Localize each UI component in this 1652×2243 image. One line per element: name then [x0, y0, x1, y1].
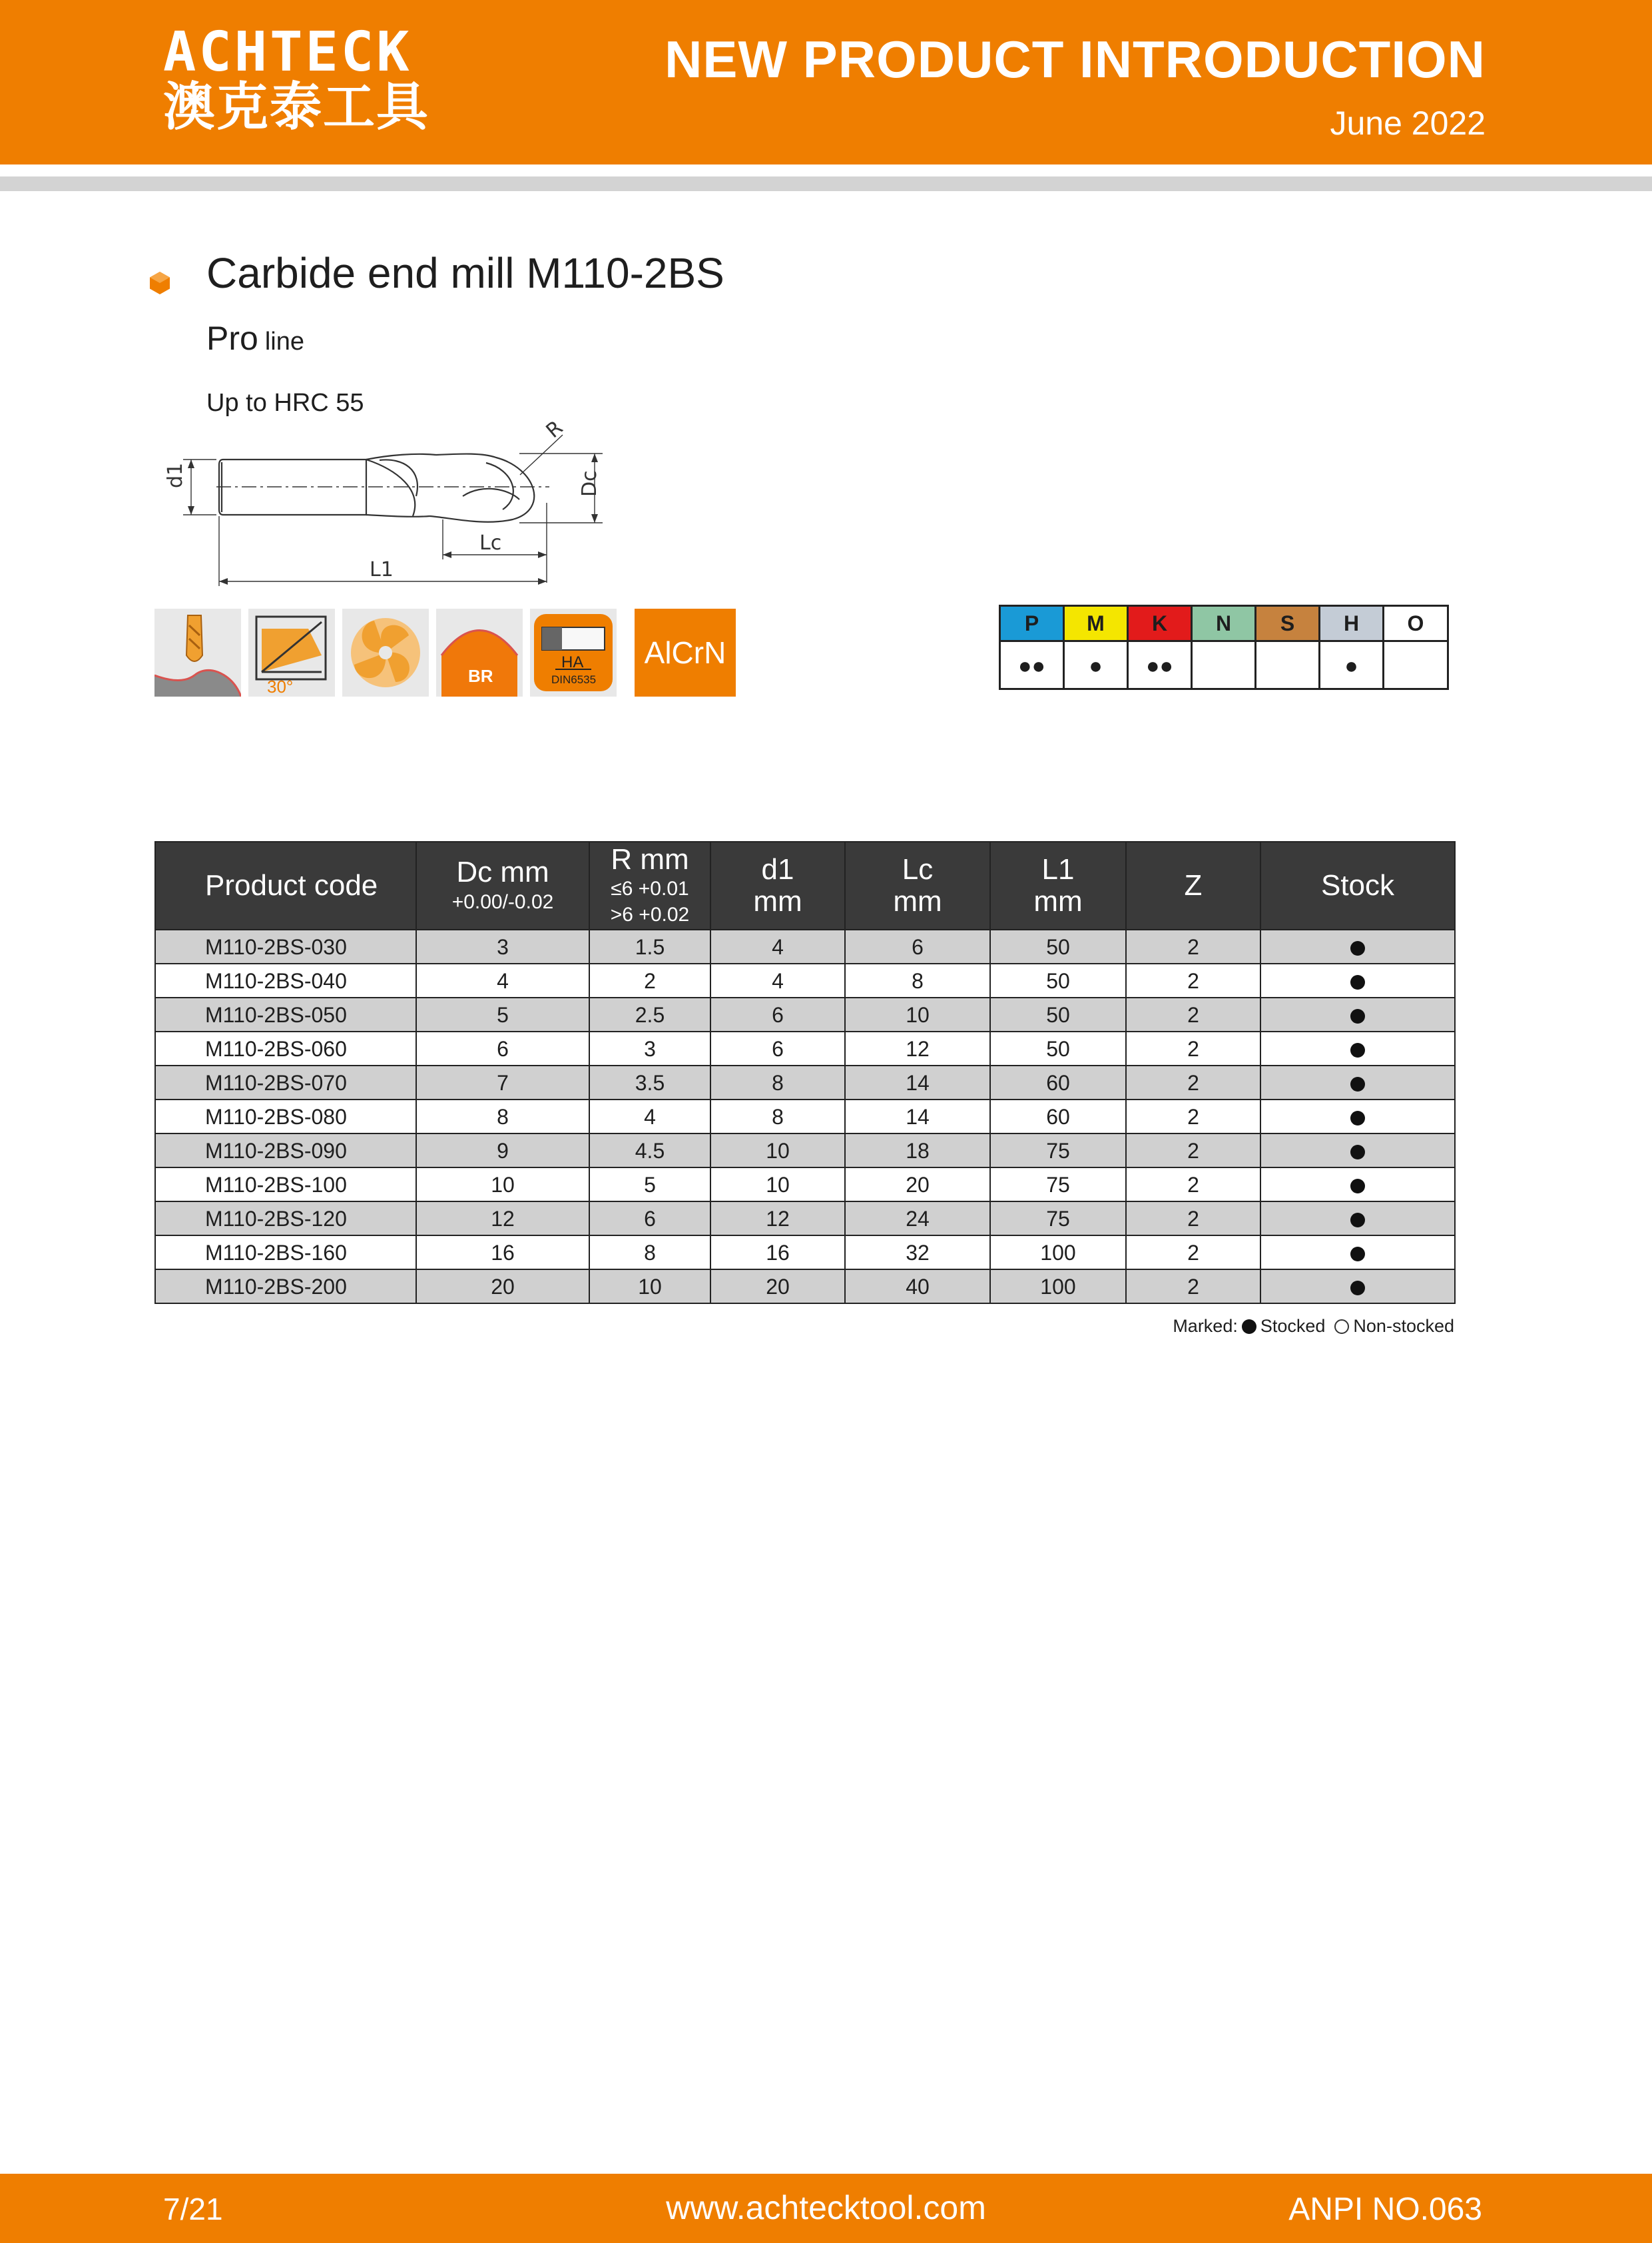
cell-lc: 14 [845, 1066, 990, 1100]
hexagon-bullet-icon [148, 271, 172, 295]
cell-z: 2 [1126, 1201, 1260, 1235]
legend-non-stocked-label: Non-stocked [1353, 1316, 1454, 1336]
cell-code: M110-2BS-040 [155, 964, 416, 998]
header-stock: Stock [1260, 842, 1455, 930]
cell-l1: 60 [990, 1066, 1126, 1100]
cell-l1: 50 [990, 964, 1126, 998]
cell-r: 1.5 [589, 930, 710, 964]
stocked-dot-icon [1242, 1319, 1256, 1334]
cell-d1: 6 [710, 998, 845, 1032]
cell-code: M110-2BS-070 [155, 1066, 416, 1100]
material-rating-o [1384, 640, 1447, 690]
ha-shank-label: HA [561, 653, 584, 671]
cell-r: 2 [589, 964, 710, 998]
cell-r: 8 [589, 1235, 710, 1269]
material-code-s: S [1256, 607, 1320, 640]
material-code-o: O [1384, 607, 1447, 640]
cell-stock [1260, 1100, 1455, 1133]
non-stocked-circle-icon [1334, 1319, 1349, 1334]
cell-d1: 10 [710, 1133, 845, 1167]
header-dc: Dc mm +0.00/-0.02 [416, 842, 589, 930]
header-l1: L1 mm [990, 842, 1126, 930]
cell-lc: 8 [845, 964, 990, 998]
legend-marked-label: Marked: [1173, 1316, 1238, 1336]
cell-stock [1260, 964, 1455, 998]
header-divider [0, 176, 1652, 191]
table-row [155, 930, 1455, 964]
material-code-m: M [1065, 607, 1129, 640]
stocked-dot-icon [1350, 941, 1365, 956]
cell-stock [1260, 930, 1455, 964]
end-mill-drawing [150, 416, 616, 596]
stocked-dot-icon [1350, 1043, 1365, 1058]
anpi-number: ANPI NO.063 [1288, 2192, 1482, 2227]
table-row [155, 1201, 1455, 1235]
table-body [155, 930, 1455, 1303]
cell-r: 2.5 [589, 998, 710, 1032]
cell-lc: 14 [845, 1100, 990, 1133]
cell-code: M110-2BS-050 [155, 998, 416, 1032]
cell-z: 2 [1126, 998, 1260, 1032]
stocked-dot-icon [1350, 975, 1365, 990]
material-code-n: N [1193, 607, 1256, 640]
cell-r: 5 [589, 1167, 710, 1201]
header-title: NEW PRODUCT INTRODUCTION [665, 30, 1486, 89]
cell-dc: 8 [416, 1100, 589, 1133]
cell-r: 4.5 [589, 1133, 710, 1167]
ha-shank-icon [530, 609, 617, 697]
website-link[interactable]: www.achtecktool.com [666, 2189, 986, 2226]
cell-l1: 75 [990, 1201, 1126, 1235]
cell-dc: 5 [416, 998, 589, 1032]
cell-d1: 12 [710, 1201, 845, 1235]
cell-r: 10 [589, 1269, 710, 1303]
table-row [155, 1235, 1455, 1269]
cell-z: 2 [1126, 1100, 1260, 1133]
cell-r: 3.5 [589, 1066, 710, 1100]
cell-code: M110-2BS-090 [155, 1133, 416, 1167]
product-line [206, 322, 304, 355]
stocked-dot-icon [1350, 1077, 1365, 1092]
table-row [155, 964, 1455, 998]
ball-radius-icon [436, 609, 523, 697]
cell-l1: 50 [990, 998, 1126, 1032]
material-code-p: P [1001, 607, 1065, 640]
cell-lc: 32 [845, 1235, 990, 1269]
cell-stock [1260, 1032, 1455, 1066]
cell-stock [1260, 1235, 1455, 1269]
material-rating-m: ● [1065, 640, 1129, 690]
table-row [155, 1167, 1455, 1201]
table-row [155, 1066, 1455, 1100]
stock-legend [1173, 1317, 1454, 1335]
flute-cross-section-icon [342, 609, 429, 697]
cell-lc: 12 [845, 1032, 990, 1066]
product-line-main: Pro [206, 320, 258, 357]
cell-z: 2 [1126, 1269, 1260, 1303]
cell-lc: 6 [845, 930, 990, 964]
cell-lc: 10 [845, 998, 990, 1032]
table-row [155, 1133, 1455, 1167]
cell-stock [1260, 1066, 1455, 1100]
header-z: Z [1126, 842, 1260, 930]
coating-badge: AlCrN [635, 609, 736, 697]
hardness-note: Up to HRC 55 [206, 389, 364, 417]
material-rating-k: ●● [1129, 640, 1193, 690]
ha-shank-standard: DIN6535 [551, 673, 597, 686]
cell-l1: 50 [990, 930, 1126, 964]
product-table [154, 841, 1456, 1304]
cell-d1: 6 [710, 1032, 845, 1066]
stocked-dot-icon [1350, 1281, 1365, 1295]
cell-code: M110-2BS-200 [155, 1269, 416, 1303]
table-header-row [155, 842, 1455, 930]
cell-dc: 4 [416, 964, 589, 998]
cell-dc: 9 [416, 1133, 589, 1167]
product-title: Carbide end mill M110-2BS [206, 249, 724, 297]
header-product-code: Product code [155, 842, 416, 930]
stocked-dot-icon [1350, 1247, 1365, 1261]
cell-dc: 6 [416, 1032, 589, 1066]
drawing-label-r: R [541, 416, 568, 443]
cell-l1: 100 [990, 1269, 1126, 1303]
cell-z: 2 [1126, 930, 1260, 964]
cell-r: 6 [589, 1201, 710, 1235]
stocked-dot-icon [1350, 1111, 1365, 1125]
cell-code: M110-2BS-120 [155, 1201, 416, 1235]
cell-code: M110-2BS-160 [155, 1235, 416, 1269]
cell-d1: 20 [710, 1269, 845, 1303]
table-row [155, 1269, 1455, 1303]
cell-z: 2 [1126, 1133, 1260, 1167]
drawing-label-dc: Dc [578, 470, 601, 497]
cell-stock [1260, 998, 1455, 1032]
cell-dc: 16 [416, 1235, 589, 1269]
stocked-dot-icon [1350, 1179, 1365, 1193]
material-rating-n [1193, 640, 1256, 690]
header-lc: Lc mm [845, 842, 990, 930]
cell-stock [1260, 1201, 1455, 1235]
cell-lc: 20 [845, 1167, 990, 1201]
stocked-dot-icon [1350, 1213, 1365, 1227]
cell-r: 3 [589, 1032, 710, 1066]
cell-code: M110-2BS-100 [155, 1167, 416, 1201]
material-rating-s [1256, 640, 1320, 690]
cell-d1: 16 [710, 1235, 845, 1269]
cell-d1: 4 [710, 930, 845, 964]
cell-dc: 12 [416, 1201, 589, 1235]
ball-nose-profiling-icon [154, 609, 241, 697]
cell-lc: 40 [845, 1269, 990, 1303]
cell-d1: 4 [710, 964, 845, 998]
material-code-k: K [1129, 607, 1193, 640]
cell-lc: 18 [845, 1133, 990, 1167]
product-line-sub: line [264, 328, 304, 356]
cell-code: M110-2BS-080 [155, 1100, 416, 1133]
cell-z: 2 [1126, 1167, 1260, 1201]
helix-angle-label: 30° [267, 677, 294, 697]
cell-l1: 50 [990, 1032, 1126, 1066]
material-rating-h: ● [1320, 640, 1384, 690]
cell-stock [1260, 1167, 1455, 1201]
table-row [155, 1100, 1455, 1133]
legend-stocked-label: Stocked [1260, 1316, 1326, 1336]
cell-stock [1260, 1269, 1455, 1303]
stocked-dot-icon [1350, 1145, 1365, 1159]
cell-stock [1260, 1133, 1455, 1167]
material-group-table [999, 605, 1449, 690]
cell-d1: 8 [710, 1100, 845, 1133]
header-date: June 2022 [1330, 105, 1486, 142]
cell-dc: 20 [416, 1269, 589, 1303]
cell-l1: 100 [990, 1235, 1126, 1269]
stocked-dot-icon [1350, 1009, 1365, 1024]
cell-code: M110-2BS-060 [155, 1032, 416, 1066]
cell-dc: 7 [416, 1066, 589, 1100]
cell-l1: 75 [990, 1167, 1126, 1201]
cell-l1: 75 [990, 1133, 1126, 1167]
cell-d1: 10 [710, 1167, 845, 1201]
drawing-label-lc: Lc [479, 531, 502, 555]
helix-angle-icon [248, 609, 335, 697]
cell-code: M110-2BS-030 [155, 930, 416, 964]
cell-r: 4 [589, 1100, 710, 1133]
cell-dc: 3 [416, 930, 589, 964]
header-r: R mm ≤6 +0.01 >6 +0.02 [589, 842, 710, 930]
cell-z: 2 [1126, 1032, 1260, 1066]
logo-wordmark: ACHTECK [163, 21, 412, 84]
logo-chinese: 澳克泰工具 [163, 77, 430, 137]
material-rating-p: ●● [1001, 640, 1065, 690]
cell-dc: 10 [416, 1167, 589, 1201]
cell-d1: 8 [710, 1066, 845, 1100]
table-row [155, 1032, 1455, 1066]
cell-lc: 24 [845, 1201, 990, 1235]
table-row [155, 998, 1455, 1032]
cell-l1: 60 [990, 1100, 1126, 1133]
ball-radius-label: BR [468, 666, 493, 686]
page-number: 7/21 [163, 2192, 223, 2226]
drawing-label-d1: d1 [164, 462, 187, 488]
drawing-label-l1: L1 [370, 558, 394, 581]
header-d1: d1 mm [710, 842, 845, 930]
cell-z: 2 [1126, 1066, 1260, 1100]
cell-z: 2 [1126, 964, 1260, 998]
material-code-h: H [1320, 607, 1384, 640]
cell-z: 2 [1126, 1235, 1260, 1269]
